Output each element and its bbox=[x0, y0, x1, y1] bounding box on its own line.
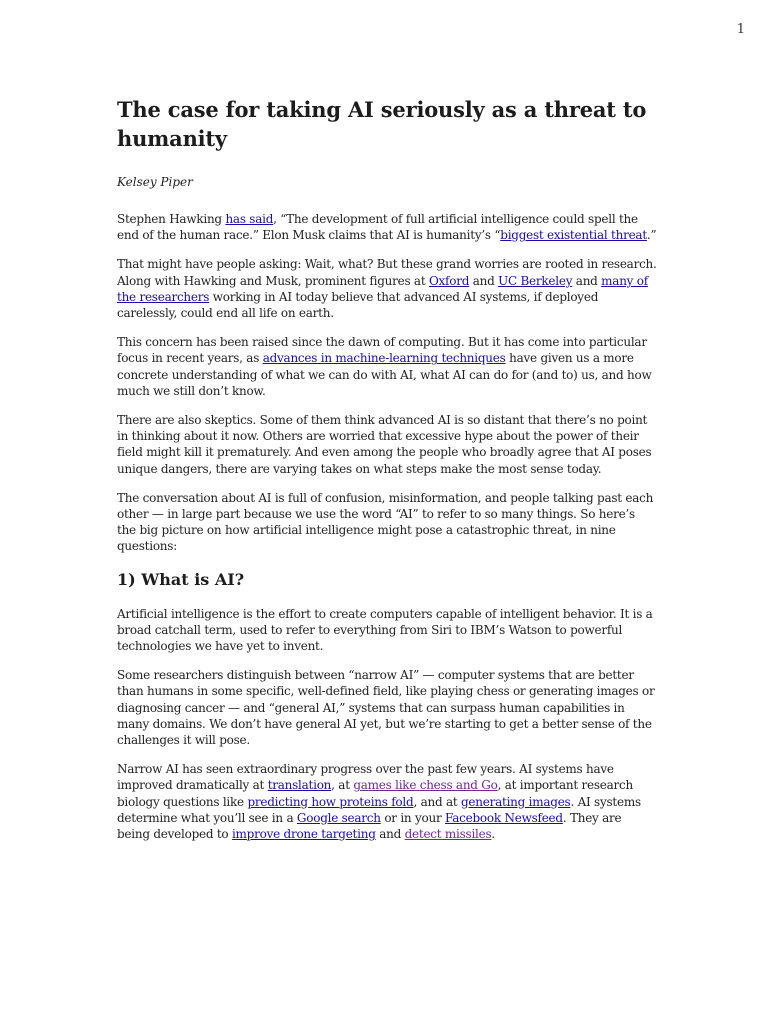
text-run: have given us a more concrete understanding of what we can do with AI, what AI can do for (and to) us, and how much we still don’t know. bbox=[117, 351, 652, 398]
text-run: , and at bbox=[413, 794, 461, 809]
text-run: and bbox=[469, 273, 499, 288]
text-run: . bbox=[491, 827, 495, 842]
text-run: and bbox=[375, 827, 405, 842]
text-run: , “The development of full artificial intelligence could spell the end of the human race.” Elon Musk claims that AI is humanity’s “ bbox=[117, 212, 638, 243]
text-run: Artificial intelligence is the effort to create computers capable of intelligent behavior. It is a broad catchall term, used to refer to everything from Siri to IBM’s Watson to powerful technologies we have yet to invent. bbox=[117, 606, 653, 654]
inline-link[interactable]: many of the researchers bbox=[117, 273, 648, 304]
text-run: That might have people asking: Wait, what? But these grand worries are rooted in research. Along with Hawking and Musk, prominent figures at bbox=[117, 257, 657, 288]
text-run: working in AI today believe that advanced AI systems, if deployed carelessly, could end all life on earth. bbox=[117, 289, 599, 321]
inline-link[interactable]: predicting how proteins fold bbox=[247, 794, 414, 809]
inline-link[interactable]: Google search bbox=[296, 810, 381, 825]
text-run: Narrow AI has seen extraordinary progress over the past few years. AI systems have improved dramatically at bbox=[117, 762, 614, 793]
inline-link[interactable]: advances in machine-learning techniques bbox=[262, 351, 506, 366]
text-run: The conversation about AI is full of confusion, misinformation, and people talking past each other — in large part because we use the word “AI” to refer to so many things. So here’s the big picture on how artificial intelligence might pose a catastrophic threat, in nine questions: bbox=[117, 490, 654, 554]
inline-link[interactable]: improve drone targeting bbox=[231, 827, 376, 842]
inline-link[interactable]: Facebook Newsfeed bbox=[445, 810, 563, 825]
paragraph-1 bbox=[117, 211, 657, 243]
paragraph-3 bbox=[117, 334, 657, 399]
article-content bbox=[117, 95, 657, 842]
text-run: . AI systems determine what you’ll see in a bbox=[117, 794, 641, 825]
text-run: or in your bbox=[380, 810, 446, 825]
section-paragraph-1 bbox=[117, 606, 657, 655]
paragraph-2 bbox=[117, 256, 657, 321]
article-title: The case for taking AI seriously as a threat to humanity bbox=[117, 97, 647, 151]
section-paragraph-3 bbox=[117, 761, 657, 842]
inline-link[interactable]: Oxford bbox=[428, 273, 470, 288]
inline-link[interactable]: translation bbox=[267, 778, 332, 793]
section-paragraph-2 bbox=[117, 667, 657, 748]
text-run: Some researchers distinguish between “narrow AI” — computer systems that are better than humans in some specific, well-defined field, like playing chess or generating images or diagnosing cancer — and “general AI,” systems that can surpass human capabilities in many domains. We don’t have general AI yet, but we’re starting to get a better sense of the challenges it will pose. bbox=[117, 668, 655, 748]
page-number: 1 bbox=[736, 22, 745, 37]
text-run: Stephen Hawking bbox=[117, 212, 226, 226]
text-run: .” bbox=[646, 228, 657, 243]
inline-link[interactable]: detect missiles bbox=[404, 827, 492, 842]
text-run: . They are being developed to bbox=[117, 810, 622, 842]
paragraph-4 bbox=[117, 412, 657, 477]
text-run: There are also skeptics. Some of them think advanced AI is so distant that there’s no point in thinking about it now. Others are worried that excessive hype about the power of their field might kill it prematurely. And even among the people who broadly agree that AI poses unique dangers, there are varying takes on what steps make the most sense today. bbox=[117, 413, 652, 476]
inline-link[interactable]: biggest existential threat bbox=[500, 228, 647, 243]
section-heading: 1) What is AI? bbox=[117, 569, 245, 589]
paragraph-5 bbox=[117, 490, 657, 555]
article-author: Kelsey Piper bbox=[117, 175, 193, 189]
text-run: This concern has been raised since the dawn of computing. But it has come into particular focus in recent years, as bbox=[117, 335, 647, 366]
inline-link[interactable]: generating images bbox=[461, 794, 571, 809]
text-run: and bbox=[572, 273, 602, 288]
inline-link[interactable]: UC Berkeley bbox=[498, 273, 573, 288]
text-run: , at bbox=[331, 778, 354, 793]
inline-link[interactable]: games like chess and Go bbox=[353, 778, 498, 793]
text-run: , at important research biology questions like bbox=[117, 778, 633, 809]
inline-link[interactable]: has said bbox=[225, 212, 274, 226]
